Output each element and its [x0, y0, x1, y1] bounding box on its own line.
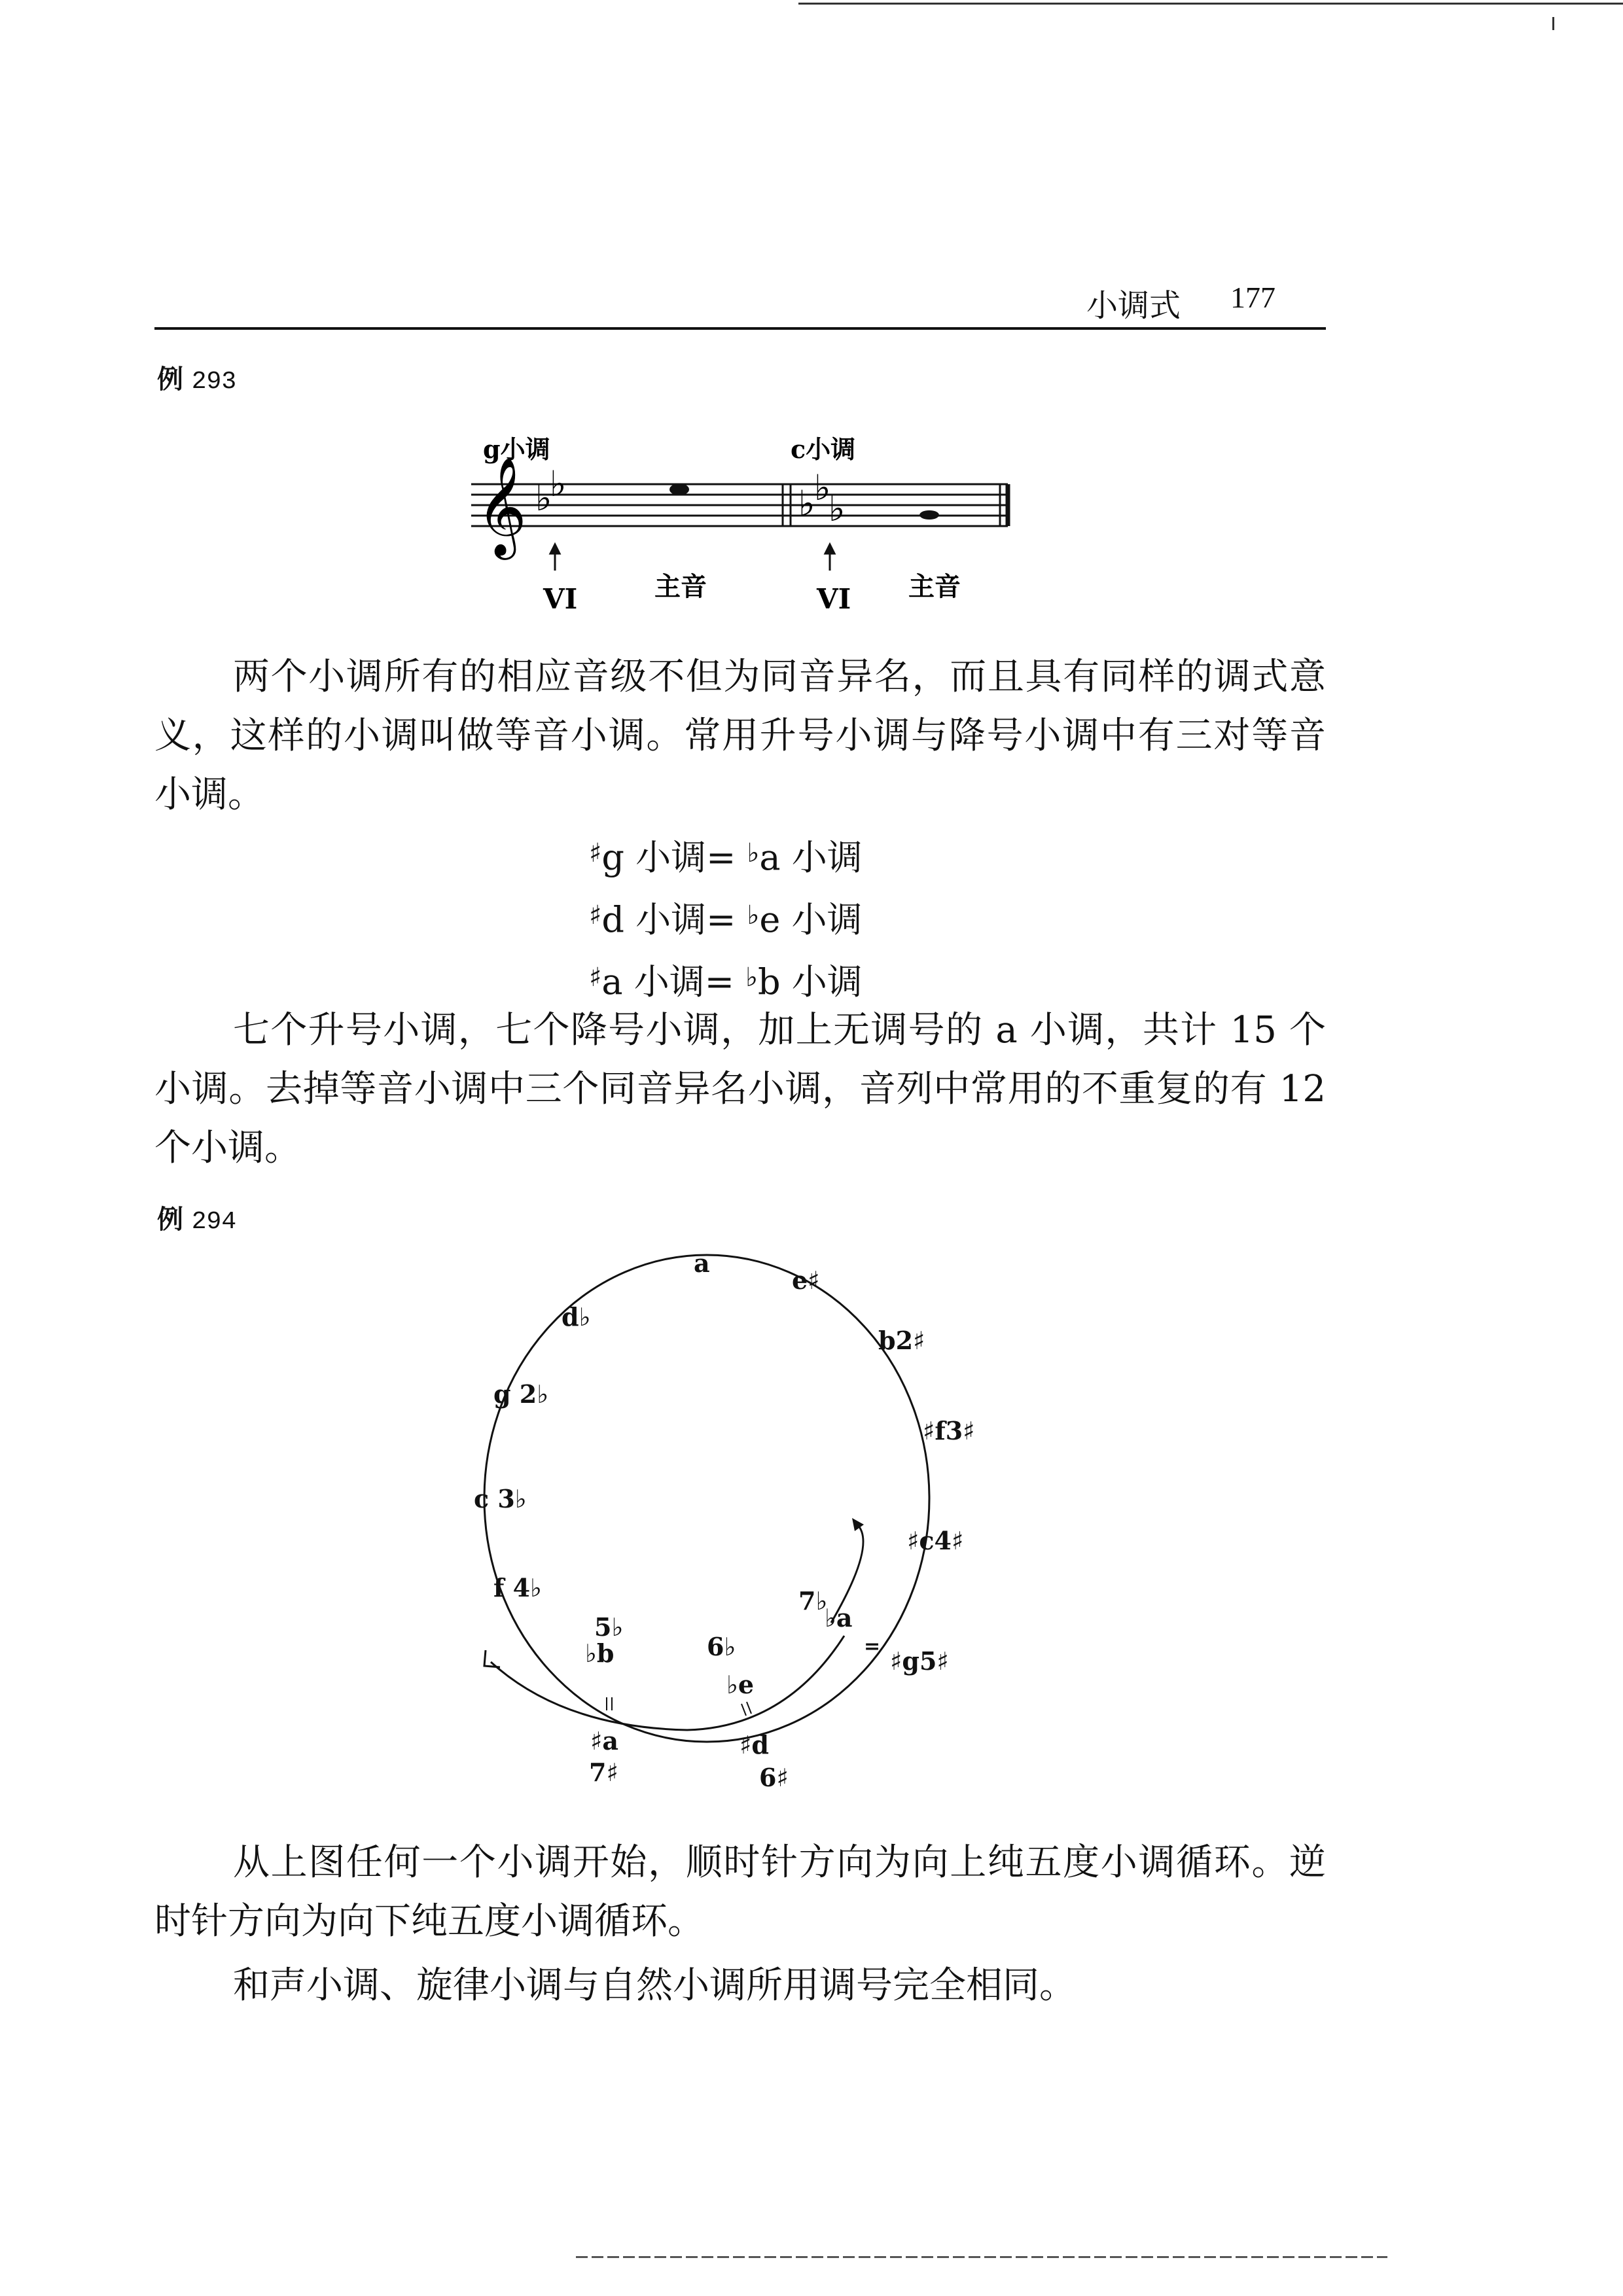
- flat-icon: ♭: [747, 900, 760, 930]
- equivalence-left: a 小调=: [601, 961, 746, 1002]
- enharmonic-equivalence-list: [589, 824, 863, 1011]
- sharp-icon: ♯: [589, 900, 602, 930]
- flat-icon: ♭: [814, 467, 831, 508]
- example-293-label: [157, 359, 236, 396]
- example-prefix: 例: [157, 364, 183, 395]
- degree-label: VI: [817, 583, 851, 615]
- paragraph-text: 从上图任何一个小调开始，顺时针方向为向上纯五度小调循环。逆时针方向为向下纯五度小调循环。: [154, 1841, 1326, 1943]
- enharmonic-equal-mark: [607, 1697, 751, 1716]
- key-d-sharp: ♯d: [740, 1730, 769, 1759]
- key-count: 5♭: [594, 1612, 624, 1642]
- paragraph-text: 和声小调、旋律小调与自然小调所用调号完全相同。: [233, 1964, 1076, 2007]
- arrow-head-icon: [852, 1518, 864, 1531]
- key-e-flat: ♭e: [726, 1670, 755, 1699]
- enharmonic-equal-sign: =: [864, 1635, 881, 1658]
- key-label-g-minor: g小调: [483, 434, 550, 464]
- key-d: d♭: [562, 1302, 591, 1332]
- counterclockwise-arrow: [491, 1636, 844, 1730]
- key-g: g 2♭: [493, 1379, 549, 1409]
- header-rule: [154, 327, 1326, 330]
- key-g-sharp: ♯g5♯: [890, 1646, 949, 1676]
- sharp-icon: ♯: [589, 963, 602, 993]
- equivalence-right: a 小调: [759, 837, 863, 878]
- running-header-title: 小调式: [1086, 287, 1181, 324]
- key-label-c-minor: c小调: [791, 434, 856, 464]
- key-count: 7♭: [798, 1586, 828, 1616]
- key-b-flat: ♭b: [585, 1638, 615, 1668]
- arrow-head-icon: [484, 1650, 500, 1667]
- example-number: 293: [191, 368, 237, 396]
- key-count: 6♯: [759, 1763, 789, 1792]
- key-a: a: [694, 1248, 710, 1278]
- arrow-up-icon: [550, 544, 560, 571]
- flat-icon: ♭: [745, 963, 758, 993]
- whole-note: [669, 484, 689, 495]
- key-c-sharp: ♯c4♯: [907, 1526, 964, 1555]
- flat-icon: ♭: [798, 483, 815, 524]
- key-e: e♯: [792, 1265, 820, 1295]
- example-293-staff-figure: [458, 419, 1047, 635]
- key-f: f 4♭: [493, 1573, 542, 1602]
- circle-of-fifths-diagram: [445, 1243, 1034, 1819]
- flat-icon: ♭: [829, 488, 846, 529]
- body-paragraph: [154, 1956, 1326, 2015]
- key-f-sharp: ♯f3♯: [923, 1416, 975, 1445]
- key-a-sharp: ♯a: [590, 1726, 619, 1756]
- example-prefix: 例: [157, 1204, 183, 1235]
- flat-icon: ♭: [535, 478, 552, 519]
- whole-note: [919, 510, 939, 520]
- page-number: 177: [1230, 281, 1275, 314]
- sharp-icon: ♯: [589, 838, 602, 868]
- paragraph-text: 七个升号小调，七个降号小调，加上无调号的 a 小调，共计 15 个小调。去掉等音小调中三个同音异名小调，音列中常用的不重复的有 12 个小调。: [154, 1009, 1326, 1169]
- equivalence-left: g 小调=: [601, 837, 747, 878]
- circle-outline: [484, 1255, 929, 1742]
- equivalence-right: b 小调: [758, 961, 863, 1002]
- equivalence-left: d 小调=: [601, 899, 747, 940]
- tonic-label: 主音: [908, 571, 961, 602]
- key-count: 6♭: [707, 1632, 736, 1661]
- example-number: 294: [191, 1208, 237, 1236]
- treble-clef-icon: 𝄞: [476, 456, 527, 556]
- example-294-label: [157, 1199, 236, 1236]
- body-paragraph: [154, 1001, 1326, 1178]
- key-a-flat: ♭a: [825, 1603, 853, 1633]
- body-paragraph: [154, 648, 1326, 824]
- flat-icon: ♭: [550, 463, 567, 504]
- arrow-up-icon: [825, 544, 834, 571]
- flat-icon: ♭: [747, 838, 760, 868]
- key-c: c 3♭: [474, 1484, 527, 1513]
- degree-label: VI: [543, 583, 578, 615]
- key-count: 7♯: [589, 1757, 618, 1787]
- scan-top-edge-line: [798, 3, 1623, 5]
- key-b: b2♯: [878, 1326, 925, 1355]
- equivalence-right: e 小调: [759, 899, 863, 940]
- body-paragraph: [154, 1833, 1326, 1951]
- scan-bottom-edge-line: [576, 2256, 1387, 2258]
- paragraph-text: 两个小调所有的相应音级不但为同音异名，而且具有同样的调式意义，这样的小调叫做等音小调。常用升号小调与降号小调中有三对等音小调。: [154, 656, 1326, 816]
- equivalence-line: [589, 824, 863, 887]
- equivalence-line: [589, 887, 863, 949]
- tonic-label: 主音: [654, 571, 707, 602]
- scan-tick-mark: [1552, 17, 1554, 30]
